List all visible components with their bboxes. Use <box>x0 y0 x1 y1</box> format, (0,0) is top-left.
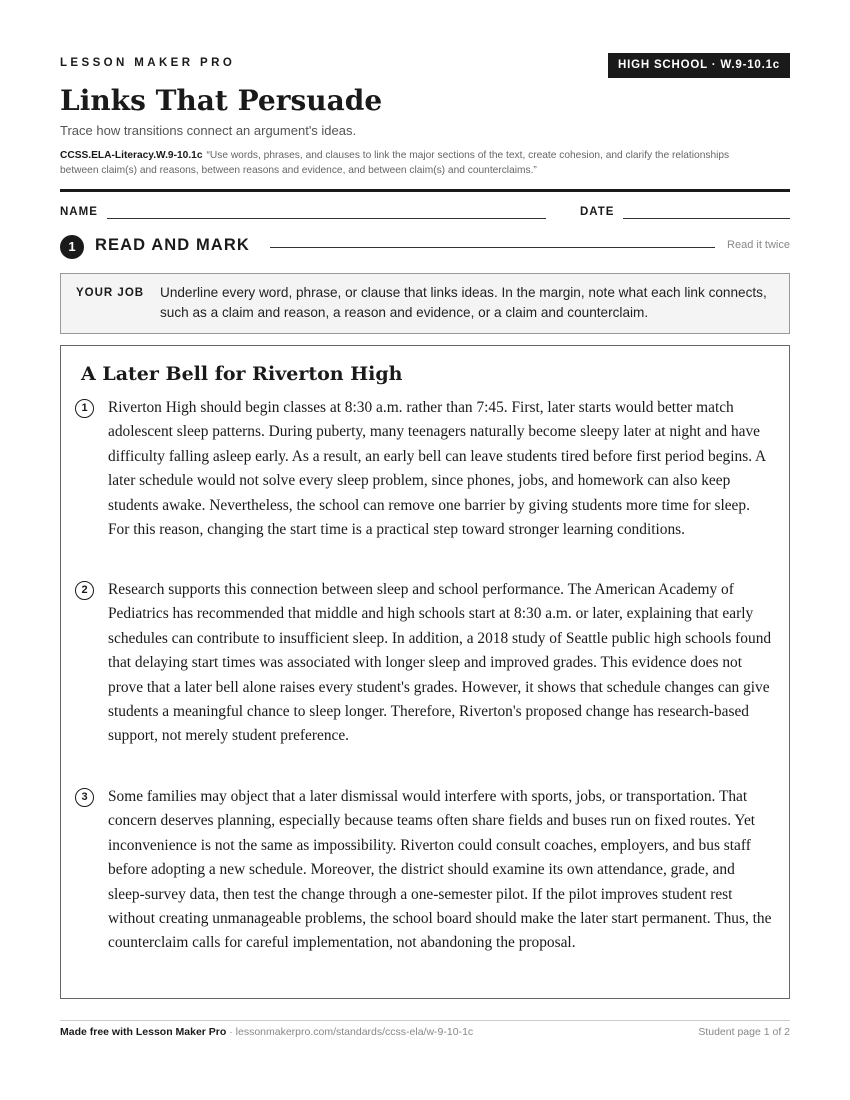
paragraph-text: Some families may object that a later dismissal would interfere with sports, jobs, or transportation. That concern deserves planning, especially because teams often share fields and buses run on fixed routes. Yet inconvenience is not the same as impossibility. Riverton could consult coaches, employers, and bus staff before adopting a new schedule. Moreover, the district should examine its own attendance, grade, and sleep-survey data, then test the change through a one-semester pilot. If the pilot improves student rest without creating unmanageable problems, the school board should make the later start permanent. Thus, the counterclaim calls for careful implementation, not abandoning the proposal. <box>108 788 772 952</box>
section-hint: Read it twice <box>727 239 790 251</box>
standard-description <box>60 148 760 178</box>
footer-divider <box>60 1020 790 1021</box>
reading-passage <box>60 345 790 999</box>
instructions-box <box>60 273 790 334</box>
passage-paragraph <box>81 396 773 542</box>
passage-title: A Later Bell for Riverton High <box>81 363 403 385</box>
date-field[interactable] <box>623 218 790 219</box>
paragraph-number: 1 <box>75 399 94 418</box>
footer-credit <box>60 1026 473 1038</box>
date-label: DATE <box>580 206 615 218</box>
instructions-label: YOUR JOB <box>76 287 145 299</box>
name-field[interactable] <box>107 218 546 219</box>
standard-text: “Use words, phrases, and clauses to link the major sections of the text, create cohesion, and clarify the relationships between claim(s) and reasons, between reasons and evidence, and between claim(s) and counterclaims.” <box>60 150 730 176</box>
worksheet-page <box>60 0 790 1100</box>
name-label: NAME <box>60 206 98 218</box>
page-subtitle: Trace how transitions connect an argument's ideas. <box>60 123 357 138</box>
level-badge: HIGH SCHOOL · W.9-10.1c <box>608 53 790 78</box>
paragraph-number: 2 <box>75 581 94 600</box>
section-title: READ AND MARK <box>95 236 250 254</box>
standard-code: CCSS.ELA-Literacy.W.9-10.1c <box>60 150 203 161</box>
header-divider <box>60 189 790 192</box>
paragraph-number: 3 <box>75 788 94 807</box>
section-divider <box>270 247 715 248</box>
footer-page-number: Student page 1 of 2 <box>698 1026 790 1038</box>
paragraph-text: Riverton High should begin classes at 8:30 a.m. rather than 7:45. First, later starts would better match adolescent sleep patterns. During puberty, many teenagers naturally become sleepy later at night and have difficulty falling asleep early. As a result, an early bell can leave students tired before first period begins. A later schedule would not solve every sleep problem, since phones, jobs, and homework can also keep students awake. Nevertheless, the school can remove one barrier by giving students more time for sleep. For this reason, changing the start time is a practical step toward stronger learning conditions. <box>108 399 766 539</box>
passage-paragraph <box>81 785 773 956</box>
passage-paragraph <box>81 578 773 749</box>
brand-name: LESSON MAKER PRO <box>60 57 236 69</box>
page-title: Links That Persuade <box>60 84 383 117</box>
paragraph-text: Research supports this connection between sleep and school performance. The American Academy of Pediatrics has recommended that middle and high schools start at 8:30 a.m. or later, explaining that early schedules can contribute to insufficient sleep. In addition, a 2018 study of Seattle public high schools found that delaying start times was associated with longer sleep and improved grades. This evidence does not prove that a later bell alone raises every student's grades. However, it shows that schedule changes can give students a meaningful chance to sleep longer. Therefore, Riverton's proposed change has research-based support, not merely student preference. <box>108 581 772 745</box>
footer-made-with: Made free with Lesson Maker Pro <box>60 1026 227 1038</box>
section-number-badge: 1 <box>60 235 84 259</box>
footer-url[interactable]: · lessonmakerpro.com/standards/ccss-ela/w-9-10-1c <box>229 1026 474 1038</box>
instructions-text: Underline every word, phrase, or clause that links ideas. In the margin, note what each link connects, such as a claim and reason, a reason and evidence, or a claim and counterclaim. <box>160 285 767 320</box>
